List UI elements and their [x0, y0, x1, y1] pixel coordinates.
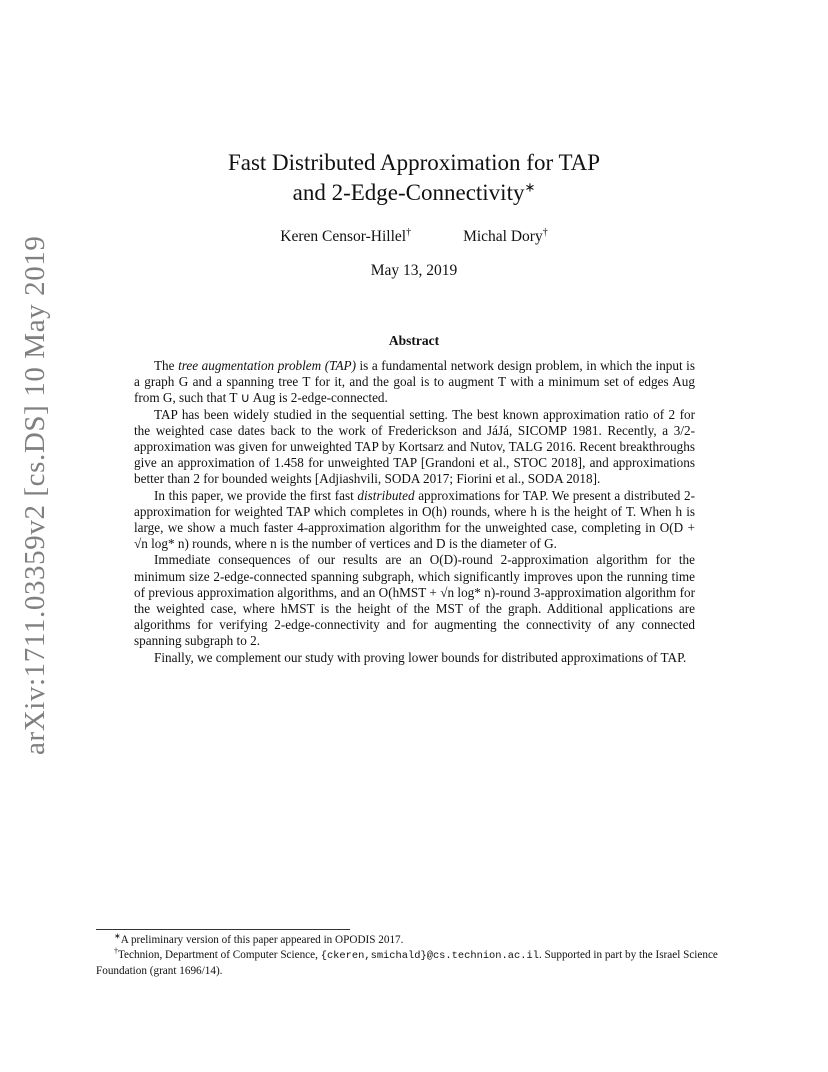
author-footnote-mark: †	[542, 226, 548, 238]
abstract-paragraph	[134, 488, 695, 553]
author-footnote-mark: †	[406, 226, 412, 238]
paragraph-text: is a fundamental network design problem, in which the input is a graph G and a spanning tree T for it, and the goal is to augment T with a minimum set of edges Aug from G, such that T ∪ Aug is 2-edge-connected.	[134, 358, 695, 406]
emphasis-text: tree augmentation problem (TAP)	[178, 358, 356, 373]
footnote-1	[96, 933, 736, 948]
abstract-body	[134, 358, 695, 666]
author-email-link[interactable]: {ckeren,smichald}@cs.technion.ac.il	[320, 950, 539, 962]
author-name: Michal Dory	[463, 228, 543, 245]
footnote-text: . Supported in part by the Israel Science Foundation (grant 1696/14).	[96, 949, 718, 977]
footnote-2	[96, 948, 736, 979]
author-1	[280, 228, 411, 246]
footnote-mark: ∗	[114, 931, 121, 941]
title-line-1: Fast Distributed Approximation for TAP	[227, 150, 601, 175]
paper-title	[134, 148, 694, 208]
abstract-paragraph: Finally, we complement our study with proving lower bounds for distributed approximations of TAP.	[154, 649, 687, 665]
title-line-2	[134, 178, 694, 208]
arxiv-stamp: arXiv:1711.03359v2 [cs.DS] 10 May 2019	[19, 235, 51, 755]
abstract-paragraph: TAP has been widely studied in the sequential setting. The best known approximation ratio of 2 for the weighted case dates back to the work of Frederickson and JáJá, SICOMP 1981. Recently, a 3/2-approximation was given for unweighted TAP by Kortsarz and Nutov, TALG 2016. Recent breakthroughs give an approximation of 1.458 for unweighted TAP [Grandoni et al., STOC 2018], and approximations better than 2 for bounded weights [Adjiashvili, SODA 2017; Fiorini et al., SODA 2018].	[134, 406, 695, 487]
author-2	[463, 228, 548, 246]
title-footnote-mark: ∗	[524, 179, 536, 195]
paragraph-text: The	[154, 358, 179, 373]
footnotes	[96, 933, 736, 979]
author-list	[134, 228, 694, 246]
footnote-text: Technion, Department of Computer Science,	[118, 949, 321, 961]
footnote-rule	[96, 929, 350, 930]
paragraph-text: approximations for TAP. We present a distributed 2-approximation for weighted TAP which completes in O(h) rounds, where h is the height of T. When h is large, we show a much faster 4-approximation algorithm for the unweighted case, completing in O(D + √n log* n) rounds, where n is the number of vertices and D is the diameter of G.	[134, 487, 695, 552]
paper-date: May 13, 2019	[370, 262, 458, 279]
footnote-text: A preliminary version of this paper appeared in OPODIS 2017.	[120, 934, 404, 946]
abstract-heading: Abstract	[388, 333, 440, 348]
abstract-paragraph: Immediate consequences of our results are an O(D)-round 2-approximation algorithm for the minimum size 2-edge-connected spanning subgraph, which significantly improves upon the running time of previous approximation algorithms, and an O(hMST + √n log* n)-round 3-approximation algorithm for the weighted case, where hMST is the height of the MST of the graph. Additional applications are algorithms for verifying 2-edge-connectivity and for augmenting the connectivity of any connected spanning subgraph to 2.	[134, 552, 695, 649]
author-name: Keren Censor-Hillel	[280, 228, 407, 245]
paragraph-text: In this paper, we provide the first fast	[154, 487, 358, 503]
footnote-mark: †	[114, 946, 118, 956]
title-line-2-text: and 2-Edge-Connectivity	[292, 180, 525, 205]
emphasis-text: distributed	[357, 487, 415, 503]
abstract-paragraph	[134, 358, 695, 407]
